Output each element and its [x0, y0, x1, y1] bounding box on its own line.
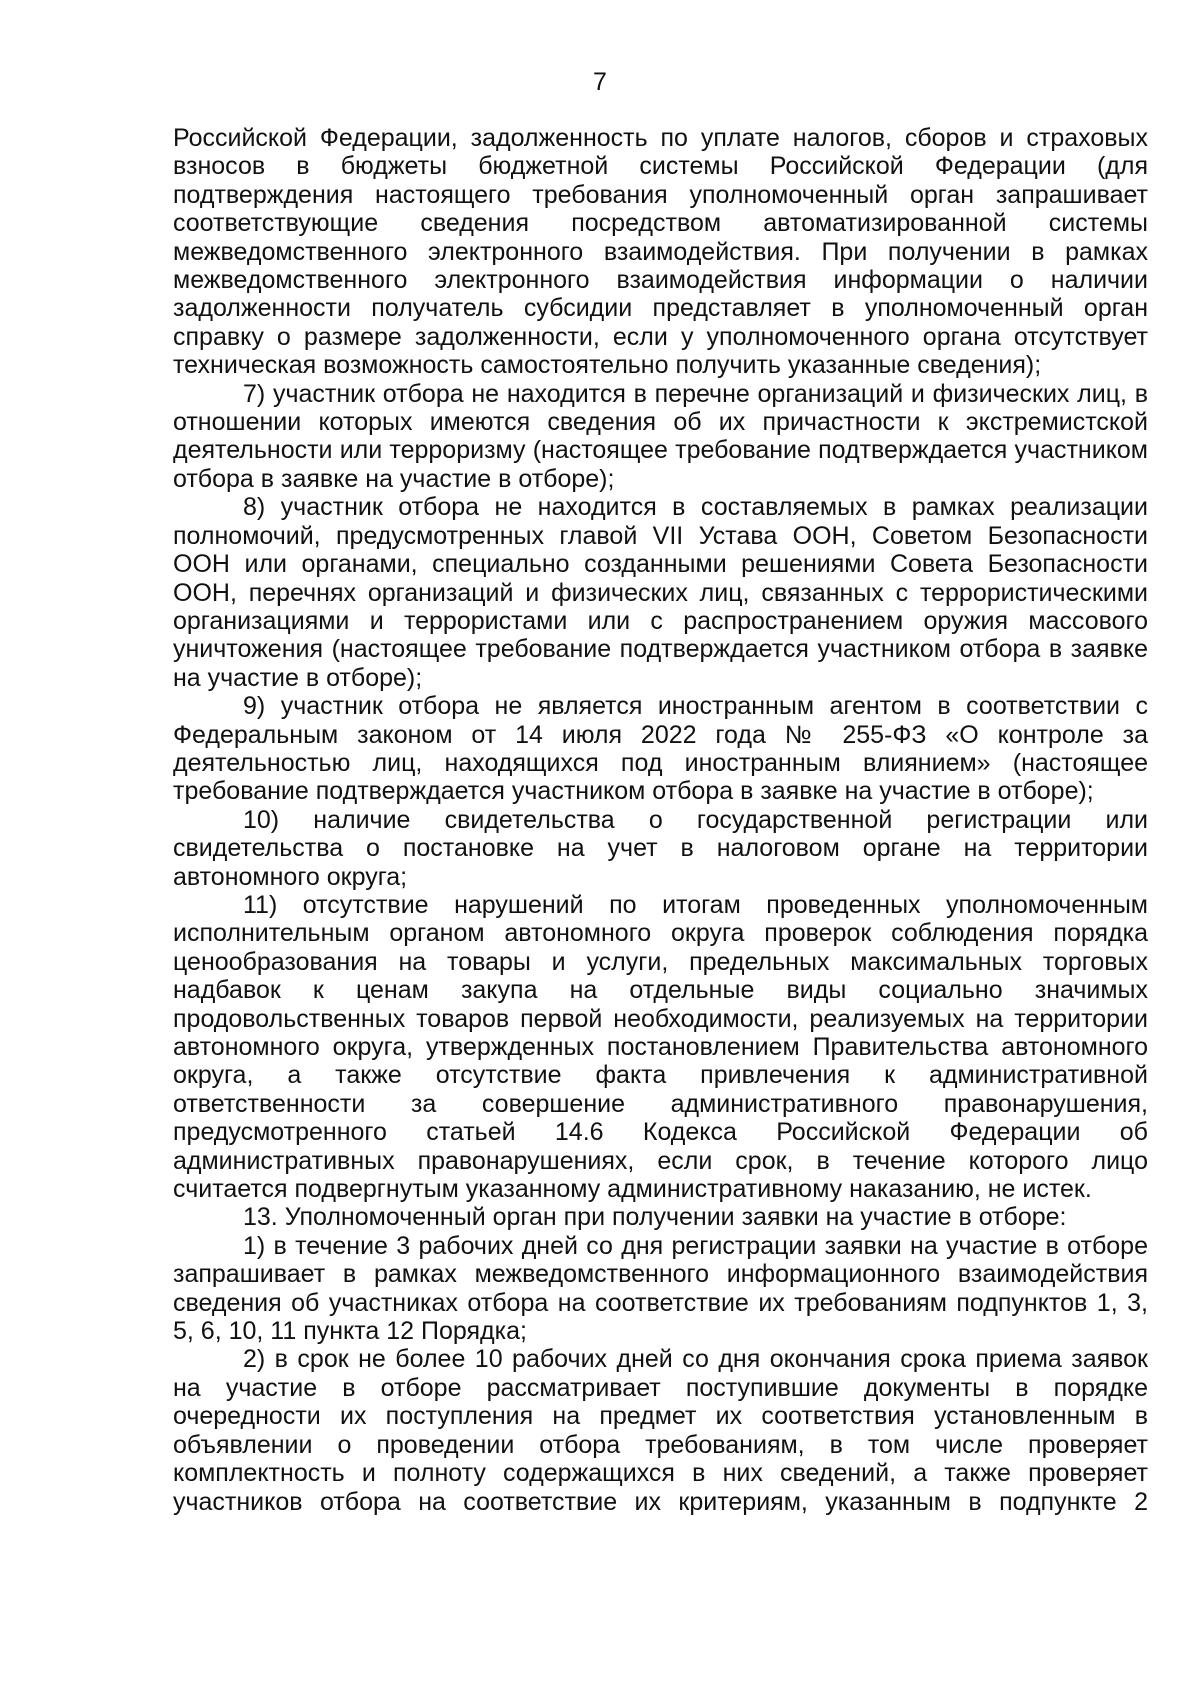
paragraph-item-10: 10) наличие свидетельства о государственной регистрации или свидетельства о постановке на учет в налоговом органе на территории автономного округа;: [173, 805, 1148, 891]
document-body: [173, 124, 1148, 1516]
page-number: 7: [593, 68, 607, 96]
paragraph-item-9: 9) участник отбора не является иностранным агентом в соответствии с Федеральным законом от 14 июля 2022 года № 255-ФЗ «О контроле за деятельностью лиц, находящихся под иностранным влиянием» (настоящее требование подтверждается участником отбора в заявке на участие в отборе);: [173, 692, 1148, 806]
paragraph-subitem-1: 1) в течение 3 рабочих дней со дня регистрации заявки на участие в отборе запрашивает в рамках межведомственного информационного взаимодействия сведения об участниках отбора на соответствие их требованиям подпунктов 1, 3, 5, 6, 10, 11 пункта 12 Порядка;: [173, 1231, 1148, 1346]
paragraph-subitem-2: 2) в срок не более 10 рабочих дней со дня окончания срока приема заявок на участие в отборе рассматривает поступившие документы в порядке очередности их поступления на предмет их соответствия установленным в объявлении о проведении отбора требованиям, в том числе проверяет комплектность и полноту содержащихся в них сведений, а также проверяет участников отбора на соответствие их критериям, указанным в подпункте 2: [173, 1345, 1148, 1516]
paragraph-item-11: 11) отсутствие нарушений по итогам проведенных уполномоченным исполнительным органом автономного округа проверок соблюдения порядка ценообразования на товары и услуги, предельных максимальных торговых надбавок к ценам закупа на отдельные виды социально значимых продовольственных товаров первой необходимости, реализуемых на территории автономного округа, утвержденных постановлением Правительства автономного округа, а также отсутствие факта привлечения к административной ответственности за совершение административного правонарушения, предусмотренного статьей 14.6 Кодекса Российской Федерации об административных правонарушениях, если срок, в течение которого лицо считается подвергнутым указанному административному наказанию, не истек.: [173, 890, 1148, 1204]
paragraph-section-13: 13. Уполномоченный орган при получении заявки на участие в отборе:: [243, 1203, 1067, 1232]
paragraph-item-7: 7) участник отбора не находится в перечне организаций и физических лиц, в отношении которых имеются сведения об их причастности к экстремистской деятельности или терроризму (настоящее требование подтверждается участником отбора в заявке на участие в отборе);: [173, 379, 1148, 493]
paragraph-item-8: 8) участник отбора не находится в составляемых в рамках реализации полномочий, предусмотренных главой VII Устава ООН, Советом Безопасности ООН или органами, специально созданными решениями Совета Безопасности ООН, перечнях организаций и физических лиц, связанных с террористическими организациями и террористами или с распространением оружия массового уничтожения (настоящее требование подтверждается участником отбора в заявке на участие в отборе);: [173, 493, 1148, 692]
paragraph-continuation: Российской Федерации, задолженность по уплате налогов, сборов и страховых взносов в бюджеты бюджетной системы Российской Федерации (для подтверждения настоящего требования уполномоченный орган запрашивает соответствующие сведения посредством автоматизированной системы межведомственного электронного взаимодействия. При получении в рамках межведомственного электронного взаимодействия информации о наличии задолженности получатель субсидии представляет в уполномоченный орган справку о размере задолженности, если у уполномоченного органа отсутствует техническая возможность самостоятельно получить указанные сведения);: [173, 124, 1148, 380]
